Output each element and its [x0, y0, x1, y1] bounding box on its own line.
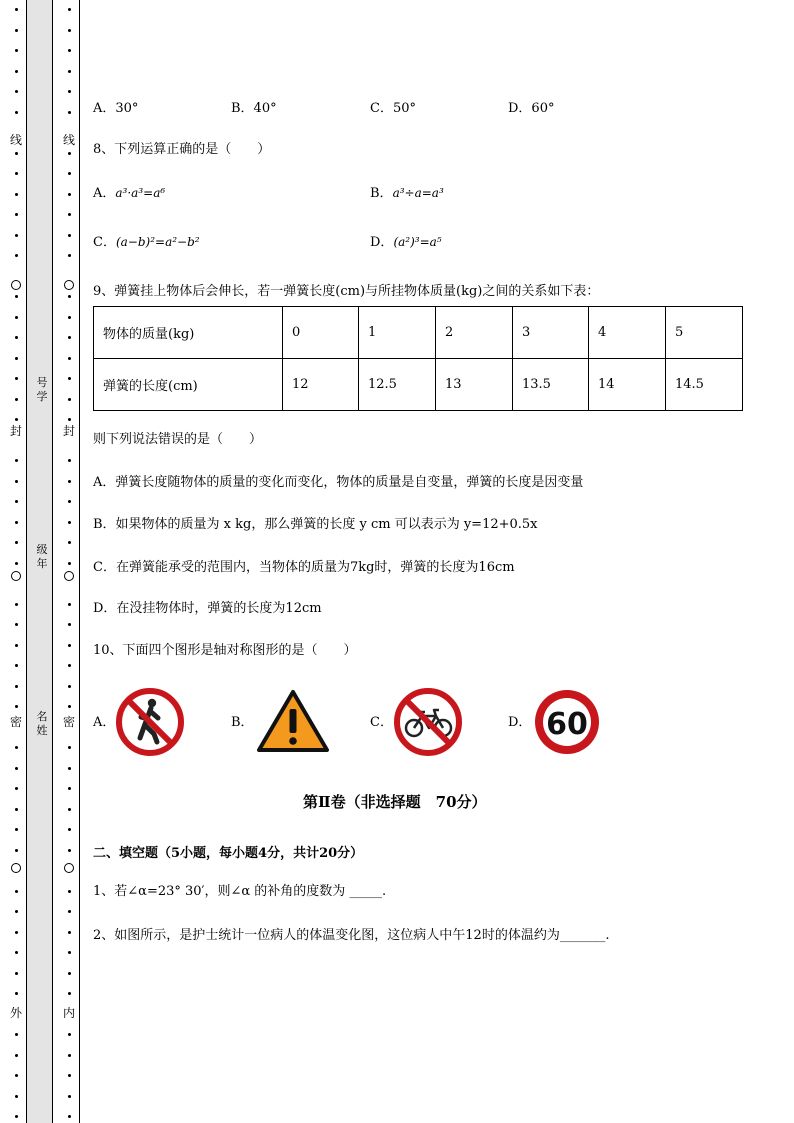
binding-dot [68, 377, 71, 380]
binding-dot [68, 992, 71, 995]
binding-dot [15, 890, 18, 893]
binding-dot [15, 254, 18, 257]
q8-option-b [370, 185, 444, 202]
q10-label-a: A． [93, 715, 116, 730]
binding-dot [15, 705, 18, 708]
q8-option-b-expr: a³÷a=a³ [392, 186, 444, 200]
class-label: 级年 [36, 543, 48, 570]
binding-dot [15, 603, 18, 606]
binding-circle-icon [11, 863, 21, 873]
binding-dot [68, 234, 71, 237]
binding-dot [15, 521, 18, 524]
binding-dot [15, 1074, 18, 1077]
binding-dot [15, 910, 18, 913]
binding-dot [68, 951, 71, 954]
binding-dot [68, 787, 71, 790]
binding-dot [68, 336, 71, 339]
binding-dot [68, 644, 71, 647]
q8-option-d-expr: (a²)³=a⁵ [393, 235, 442, 249]
table-cell: 4 [589, 307, 666, 359]
binding-dot [15, 90, 18, 93]
inner-dotted-binding-line [61, 0, 77, 1123]
binding-dot [15, 685, 18, 688]
binding-line-char: 封 [9, 424, 22, 438]
binding-dot [68, 1074, 71, 1077]
outer-dotted-binding-line [8, 0, 24, 1123]
binding-dot [68, 746, 71, 749]
table-cell: 2 [436, 307, 513, 359]
binding-dot [68, 521, 71, 524]
binding-dot [15, 992, 18, 995]
table-cell: 3 [513, 307, 589, 359]
binding-dot [68, 931, 71, 934]
table-cell: 12.5 [359, 359, 436, 411]
q9-question: 则下列说法错误的是（ ） [93, 432, 263, 447]
name-label: 名姓 [36, 710, 48, 737]
binding-dot [15, 152, 18, 155]
q8-option-c-expr: (a−b)²=a²−b² [115, 235, 200, 249]
warning-sign-icon [256, 689, 330, 753]
binding-dot [15, 787, 18, 790]
no-bicycles-sign-icon [392, 688, 464, 756]
no-pedestrians-sign-icon [114, 688, 186, 756]
binding-dot [68, 1033, 71, 1036]
binding-dot [15, 1054, 18, 1057]
student-id-label: 号学 [36, 376, 48, 403]
binding-dot [68, 685, 71, 688]
binding-dot [68, 316, 71, 319]
table-cell: 14.5 [666, 359, 743, 411]
binding-dot [68, 705, 71, 708]
binding-dot [15, 541, 18, 544]
binding-dot [15, 70, 18, 73]
binding-dot [68, 890, 71, 893]
binding-dot [68, 623, 71, 626]
binding-dot [15, 808, 18, 811]
binding-dot [68, 767, 71, 770]
binding-dot [68, 1054, 71, 1057]
binding-dot [15, 111, 18, 114]
binding-dot [15, 336, 18, 339]
binding-dot [15, 459, 18, 462]
part-two-title: 第Ⅱ卷（非选择题 70分） [303, 793, 487, 811]
binding-dot [68, 398, 71, 401]
margin-rule [79, 0, 80, 1123]
table-cell: 13 [436, 359, 513, 411]
q7-option-b: B．40° [231, 101, 277, 116]
binding-dot [15, 357, 18, 360]
binding-dot [15, 931, 18, 934]
table-row [94, 359, 743, 411]
binding-circle-icon [64, 280, 74, 290]
binding-dot [15, 664, 18, 667]
table-cell: 弹簧的长度(cm) [94, 359, 283, 411]
binding-dot [68, 603, 71, 606]
q10-label-b: B． [231, 715, 254, 730]
binding-dot [15, 951, 18, 954]
q8-option-c [93, 234, 200, 251]
binding-dot [15, 49, 18, 52]
binding-circle-icon [64, 571, 74, 581]
q9-option-a: A．弹簧长度随物体的质量的变化而变化，物体的质量是自变量，弹簧的长度是因变量 [93, 475, 584, 490]
table-cell: 0 [283, 307, 359, 359]
binding-dot [68, 808, 71, 811]
binding-dot [15, 1115, 18, 1118]
binding-dot [68, 500, 71, 503]
binding-dot [15, 193, 18, 196]
q8-option-a [93, 185, 165, 202]
table-row [94, 307, 743, 359]
table-cell: 12 [283, 359, 359, 411]
table-cell: 5 [666, 307, 743, 359]
spring-data-table [93, 306, 743, 411]
binding-line-char: 线 [9, 133, 22, 147]
q8-stem: 8、下列运算正确的是（ ） [93, 142, 271, 157]
binding-line-char: 封 [62, 424, 75, 438]
binding-dot [68, 254, 71, 257]
binding-line-char: 外 [9, 1006, 22, 1020]
binding-dot [15, 644, 18, 647]
binding-dot [68, 541, 71, 544]
q10-stem: 10、下面四个图形是轴对称图形的是（ ） [93, 643, 357, 658]
binding-dot [68, 49, 71, 52]
fill-question-2: 2、如图所示，是护士统计一位病人的体温变化图，这位病人中午12时的体温约为_______. [93, 928, 610, 943]
binding-line-char: 密 [9, 715, 22, 729]
q8-option-c-label: C． [93, 235, 116, 250]
speed-limit-value: 60 [546, 707, 588, 742]
binding-dot [15, 377, 18, 380]
binding-dot [68, 29, 71, 32]
q9-option-b: B．如果物体的质量为 x kg，那么弹簧的长度 y cm 可以表示为 y=12+0.5x [93, 517, 538, 532]
q8-option-a-label: A． [93, 186, 116, 201]
binding-dot [68, 295, 71, 298]
binding-dot [15, 828, 18, 831]
binding-dot [15, 623, 18, 626]
binding-dot [15, 418, 18, 421]
binding-circle-icon [11, 280, 21, 290]
binding-dot [68, 664, 71, 667]
table-cell: 1 [359, 307, 436, 359]
binding-dot [68, 418, 71, 421]
q8-option-d [370, 234, 442, 251]
binding-dot [68, 90, 71, 93]
binding-dot [15, 295, 18, 298]
q10-label-d: D． [508, 715, 532, 730]
binding-dot [68, 8, 71, 11]
speed-limit-60-sign-icon [530, 688, 604, 756]
binding-dot [68, 972, 71, 975]
q8-option-b-label: B． [370, 186, 393, 201]
binding-dot [15, 234, 18, 237]
binding-dot [15, 746, 18, 749]
binding-dot [15, 480, 18, 483]
q7-option-a: A．30° [93, 101, 139, 116]
binding-dot [68, 480, 71, 483]
binding-dot [15, 972, 18, 975]
binding-dot [68, 1095, 71, 1098]
binding-dot [68, 562, 71, 565]
binding-dot [15, 1033, 18, 1036]
binding-dot [15, 849, 18, 852]
binding-dot [68, 193, 71, 196]
binding-dot [68, 111, 71, 114]
fill-question-1: 1、若∠α=23° 30′，则∠α 的补角的度数为 _____. [93, 884, 387, 899]
q8-option-d-label: D． [370, 235, 394, 250]
binding-dot [15, 316, 18, 319]
binding-dot [15, 29, 18, 32]
binding-dot [15, 213, 18, 216]
binding-line-char: 密 [62, 715, 75, 729]
binding-dot [68, 849, 71, 852]
binding-dot [15, 767, 18, 770]
binding-dot [68, 213, 71, 216]
binding-dot [68, 152, 71, 155]
q8-option-a-expr: a³·a³=a⁶ [115, 186, 166, 200]
table-cell: 14 [589, 359, 666, 411]
binding-line-char: 线 [62, 133, 75, 147]
q10-label-c: C． [370, 715, 393, 730]
binding-circle-icon [64, 863, 74, 873]
binding-dot [68, 172, 71, 175]
binding-dot [15, 8, 18, 11]
q9-option-d: D．在没挂物体时，弹簧的长度为12cm [93, 601, 322, 616]
binding-dot [15, 172, 18, 175]
table-cell: 13.5 [513, 359, 589, 411]
binding-dot [68, 70, 71, 73]
binding-dot [68, 357, 71, 360]
binding-dot [15, 1095, 18, 1098]
binding-dot [68, 910, 71, 913]
q7-option-c: C．50° [370, 101, 416, 116]
binding-dot [15, 500, 18, 503]
fill-in-section-heading: 二、填空题（5小题，每小题4分，共计20分） [93, 846, 364, 861]
binding-dot [15, 398, 18, 401]
binding-dot [15, 562, 18, 565]
binding-dot [68, 459, 71, 462]
q9-option-c: C．在弹簧能承受的范围内，当物体的质量为7kg时，弹簧的长度为16cm [93, 560, 515, 575]
binding-dot [68, 1115, 71, 1118]
binding-dot [68, 828, 71, 831]
q9-stem: 9、弹簧挂上物体后会伸长，若一弹簧长度(cm)与所挂物体质量(kg)之间的关系如下表： [93, 284, 600, 299]
binding-circle-icon [11, 571, 21, 581]
table-cell: 物体的质量(kg) [94, 307, 283, 359]
q7-option-d: D．60° [508, 101, 555, 116]
binding-line-char: 内 [62, 1006, 75, 1020]
